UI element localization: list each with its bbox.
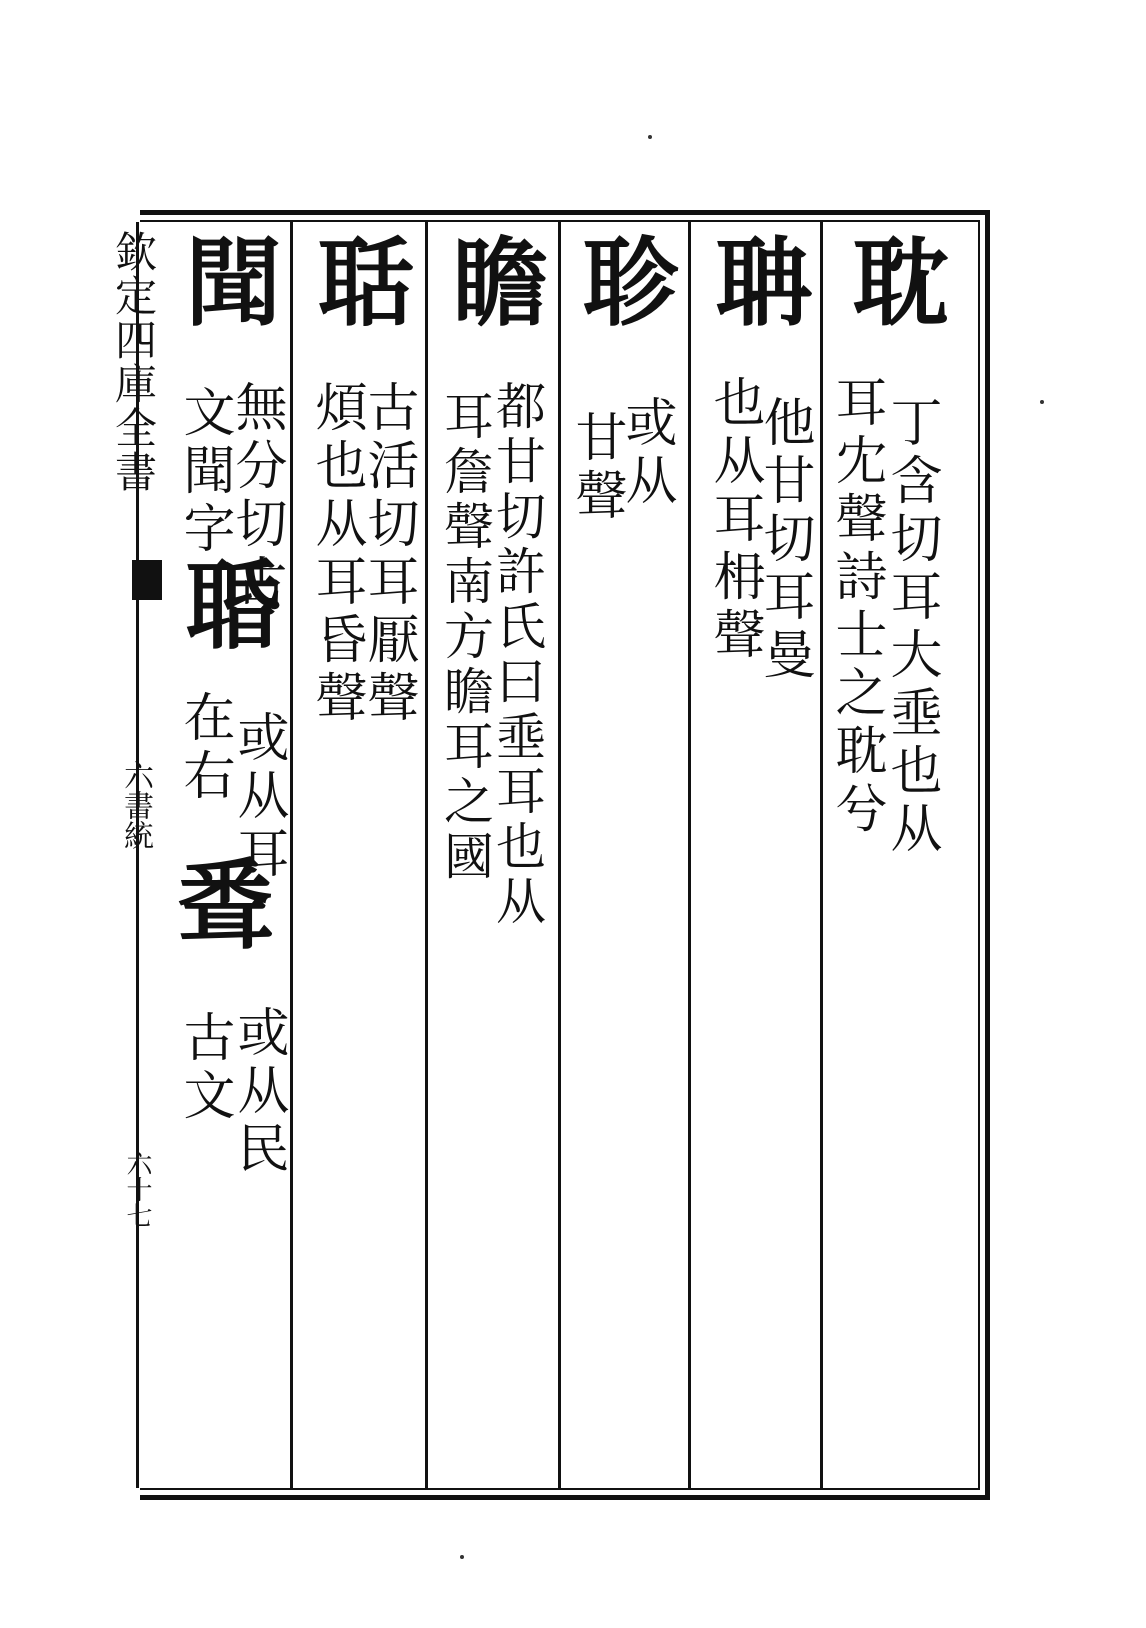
- column-rule: [290, 222, 293, 1488]
- speck: [1040, 400, 1044, 404]
- gloss-line: 他甘切耳曼: [754, 395, 814, 685]
- gloss-line: 煩也从耳昏聲: [306, 380, 366, 728]
- gloss-line: 文聞字: [174, 385, 234, 559]
- gloss-line: 丁含切耳大埀也从: [881, 395, 941, 859]
- seal-character: 聒: [302, 232, 415, 328]
- book-title: 欽定四庫全書: [109, 230, 158, 494]
- variant-seal-character: 䎹: [162, 855, 275, 951]
- seal-character: 耽: [837, 232, 950, 328]
- seal-character: 聃: [700, 232, 813, 328]
- gloss-line: 也从耳枏聲: [704, 375, 764, 665]
- gloss-line: 都甘切許氏曰埀耳也从: [488, 380, 546, 930]
- variant-note: 古文: [174, 1010, 234, 1126]
- page-number: 六十七: [122, 1150, 152, 1228]
- gloss-line: 無分切古: [226, 380, 286, 612]
- variant-note: 或从民: [228, 1005, 288, 1179]
- seal-character: 聄: [567, 232, 680, 328]
- seal-character: 聞: [170, 232, 283, 328]
- gloss-line: 或从: [616, 395, 676, 511]
- variant-note: 或从耳: [228, 710, 288, 884]
- seal-character: 瞻: [437, 232, 550, 328]
- gloss-line: 耳冘聲詩士之耽兮: [826, 375, 886, 839]
- column-rule: [820, 222, 823, 1488]
- column-rule: [425, 222, 428, 1488]
- speck: [648, 135, 652, 139]
- fish-tail-mark: [132, 560, 162, 600]
- gloss-line: 古活切耳厭聲: [358, 380, 418, 728]
- gloss-line: 甘聲: [566, 410, 626, 526]
- volume-title: 六書統: [118, 760, 153, 850]
- column-rule: [558, 222, 561, 1488]
- variant-seal-character: 䎽: [170, 555, 283, 651]
- column-rule: [688, 222, 691, 1488]
- gloss-line: 耳詹聲南方瞻耳之國: [436, 390, 494, 885]
- speck: [460, 1555, 464, 1559]
- variant-note: 在右: [174, 690, 234, 806]
